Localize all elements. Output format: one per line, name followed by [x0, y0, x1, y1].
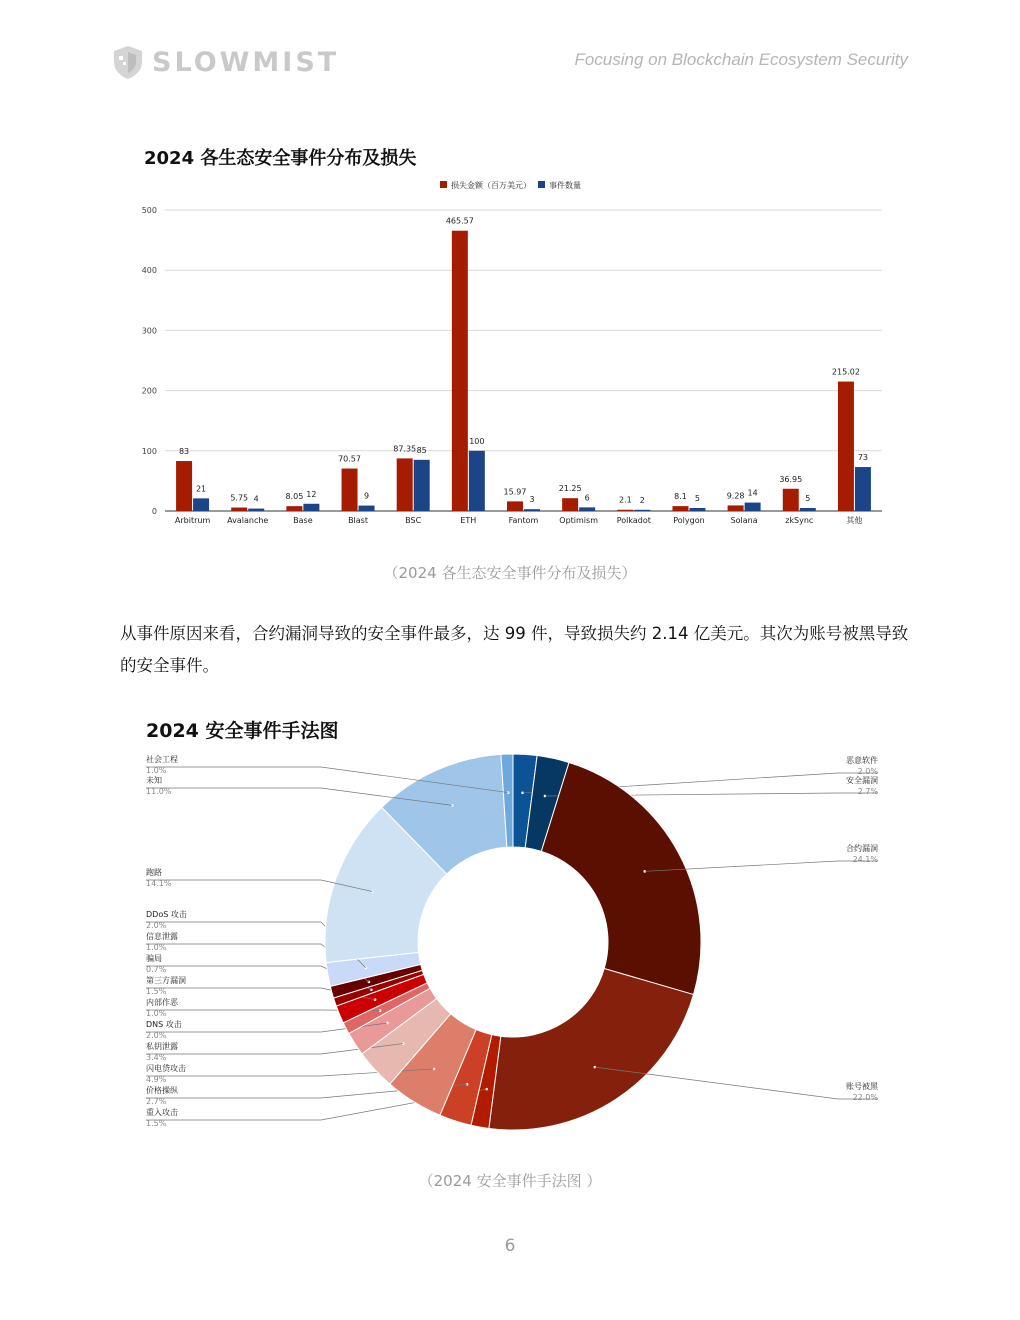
- slice-name: 未知: [146, 776, 162, 785]
- leader-dot: [370, 988, 373, 991]
- bar-data-label: 465.57: [445, 216, 474, 226]
- legend-entry: 损失金额（百万美元）: [451, 181, 531, 190]
- pie-chart-caption: （2024 安全事件手法图 ）: [418, 1172, 602, 1190]
- bar-data-label: 73: [857, 453, 869, 463]
- bar-data-label: 21.25: [558, 484, 582, 494]
- bar: [303, 504, 319, 511]
- bar: [452, 231, 468, 511]
- bar: [634, 510, 650, 511]
- slice-name: 恶意软件: [846, 756, 878, 765]
- bar: [193, 498, 209, 511]
- bar-data-label: 12: [306, 489, 317, 499]
- slice-percent: 2.7%: [857, 787, 878, 796]
- x-tick-label: Optimism: [559, 516, 599, 525]
- slice-name: 合约漏洞: [846, 844, 878, 853]
- pie-slice: [489, 969, 694, 1130]
- bar-data-label: 87.35: [393, 444, 417, 454]
- bar: [469, 451, 485, 511]
- bar: [414, 460, 430, 511]
- bar-data-label: 8.05: [285, 492, 304, 502]
- bar-data-label: 83: [178, 447, 190, 457]
- bar-data-label: 5.75: [230, 493, 249, 503]
- bar: [397, 458, 413, 511]
- bar-data-label: 2.1: [618, 495, 632, 505]
- pie-slice: [541, 763, 701, 995]
- bar-data-label: 4: [253, 494, 259, 504]
- bar: [231, 508, 247, 511]
- header-slogan: Focusing on Blockchain Ecosystem Security: [574, 50, 908, 69]
- x-tick-label: BSC: [405, 516, 422, 525]
- bar-data-label: 21: [195, 484, 207, 494]
- bar-data-label: 3: [529, 495, 535, 505]
- legend-entry: 事件数量: [549, 181, 581, 190]
- slice-percent: 1.5%: [146, 1119, 167, 1128]
- page-number: 6: [504, 1236, 516, 1256]
- x-tick-label: Solana: [730, 516, 758, 525]
- slice-percent: 1.5%: [146, 987, 167, 996]
- slice-percent: 4.9%: [146, 1075, 167, 1084]
- slice-percent: 3.4%: [146, 1053, 167, 1062]
- slice-percent: 14.1%: [146, 879, 172, 888]
- legend-swatch: [440, 181, 447, 188]
- slice-name: 账号被黑: [846, 1082, 878, 1091]
- x-tick-label: Polkadot: [616, 516, 651, 525]
- slice-percent: 11.0%: [146, 787, 172, 796]
- bar: [524, 509, 540, 511]
- y-tick-label: 100: [141, 446, 157, 456]
- bar: [838, 382, 854, 511]
- bar-data-label: 14: [747, 488, 758, 498]
- slowmist-logo: [110, 44, 339, 80]
- bar: [579, 507, 595, 511]
- x-tick-label: Blast: [348, 516, 368, 525]
- slice-percent: 22.0%: [852, 1093, 878, 1102]
- bar: [689, 508, 705, 511]
- bar: [507, 501, 523, 511]
- x-tick-label: Avalanche: [227, 516, 269, 525]
- pie-chart-title: 2024 安全事件手法图: [146, 720, 339, 742]
- slice-percent: 0.7%: [146, 965, 167, 974]
- y-tick-label: 200: [141, 386, 157, 396]
- bar-data-label: 8.1: [674, 492, 687, 502]
- bar-data-label: 9: [363, 491, 370, 501]
- x-tick-label: 其他: [846, 516, 863, 525]
- slice-percent: 2.0%: [857, 767, 878, 776]
- x-tick-label: Fantom: [508, 516, 539, 525]
- bar: [855, 467, 871, 511]
- bar-chart: [0, 170, 1020, 530]
- slice-percent: 2.0%: [146, 1031, 167, 1040]
- page-header: [0, 40, 1020, 90]
- bar: [783, 489, 799, 511]
- bar: [617, 510, 633, 511]
- bar-data-label: 2: [639, 495, 645, 505]
- bar-data-label: 70.57: [338, 454, 361, 464]
- x-tick-label: Base: [293, 516, 313, 525]
- bar-data-label: 85: [416, 445, 427, 455]
- slice-name: DNS 攻击: [146, 1020, 182, 1029]
- bar-data-label: 5: [694, 493, 701, 503]
- x-tick-label: zkSync: [785, 516, 814, 525]
- body-paragraph: 从事件原因来看，合约漏洞导致的安全事件最多，达 99 件，导致损失约 2.14 亿美元。其次为账号被黑导致的安全事件。: [120, 624, 909, 675]
- slice-name: 价格操纵: [146, 1086, 178, 1095]
- slice-name: DDoS 攻击: [146, 910, 187, 919]
- y-tick-label: 500: [141, 206, 157, 215]
- shield-icon: [110, 44, 146, 80]
- chart-legend: [440, 180, 581, 190]
- legend-swatch: [538, 181, 545, 188]
- slice-percent: 24.1%: [852, 855, 878, 864]
- bar-data-label: 5: [805, 493, 811, 503]
- y-tick-label: 0: [151, 507, 157, 516]
- y-tick-label: 400: [141, 266, 157, 276]
- bar: [800, 508, 816, 511]
- bar: [728, 505, 744, 511]
- donut-chart: [0, 745, 1020, 1145]
- bar-data-label: 6: [584, 493, 590, 503]
- logo-text: SLOWMIST: [152, 46, 340, 78]
- slice-name: 闪电贷攻击: [146, 1064, 186, 1073]
- slice-percent: 1.0%: [146, 766, 167, 775]
- x-tick-label: Polygon: [673, 516, 705, 525]
- slice-name: 第三方漏洞: [146, 976, 186, 985]
- slice-name: 跑路: [146, 868, 162, 877]
- bar-data-label: 36.95: [779, 474, 803, 484]
- x-tick-label: Arbitrum: [174, 516, 211, 525]
- slice-name: 内部作恶: [146, 998, 178, 1007]
- bar: [745, 503, 761, 511]
- bar-data-label: 100: [469, 436, 485, 446]
- bar: [286, 506, 302, 511]
- bar-chart-caption: （2024 各生态安全事件分布及损失）: [383, 564, 637, 582]
- slice-name: 安全漏洞: [846, 776, 878, 785]
- slice-percent: 2.7%: [146, 1097, 167, 1106]
- bar: [342, 469, 358, 511]
- slice-name: 社会工程: [146, 755, 178, 764]
- bar: [359, 506, 375, 511]
- slice-name: 私钥泄露: [146, 1042, 178, 1051]
- y-tick-label: 300: [141, 326, 157, 336]
- bar-data-label: 9.28: [726, 491, 745, 501]
- bar: [248, 509, 264, 511]
- bar-chart-title: 2024 各生态安全事件分布及损失: [144, 148, 417, 169]
- x-tick-label: ETH: [460, 516, 477, 525]
- slice-percent: 2.0%: [146, 921, 167, 930]
- bar-data-label: 15.97: [503, 487, 527, 497]
- slice-percent: 1.0%: [146, 1009, 167, 1018]
- bar: [176, 461, 192, 511]
- slice-name: 骗局: [146, 954, 162, 963]
- slice-percent: 1.0%: [146, 943, 167, 952]
- slice-name: 重入攻击: [146, 1108, 178, 1117]
- bar: [672, 506, 688, 511]
- bar: [562, 498, 578, 511]
- bar-data-label: 215.02: [831, 367, 860, 377]
- slice-name: 信息泄露: [146, 932, 178, 941]
